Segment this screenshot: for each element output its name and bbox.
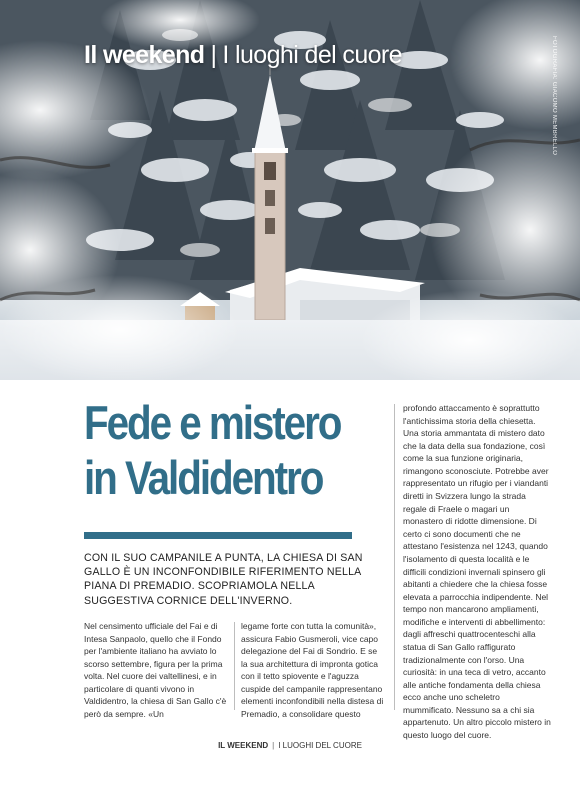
photo-credit: FOTOGRAFIA: GIACOMO MEMBRELLO	[551, 36, 557, 156]
header-separator: |	[210, 41, 217, 69]
title-line-1: Fede e mistero	[84, 396, 341, 449]
section-header	[84, 41, 402, 70]
footer-subsection: I LUOGHI DEL CUORE	[278, 741, 362, 750]
article-deck: CON IL SUO CAMPANILE A PUNTA, LA CHIESA DI SAN GALLO È UN INCONFONDIBILE RIFERIMENTO NELLA PIANA DI PREMADIO. SCOPRIAMOLA NELLA SUGGESTIVA CORNICE DELL'INVERNO.	[84, 552, 363, 607]
page-footer	[0, 741, 580, 750]
column-divider-1	[234, 622, 235, 710]
footer-separator: |	[272, 741, 275, 750]
column-divider-2	[394, 404, 395, 710]
section-name: Il weekend	[84, 41, 205, 69]
body-column-1: Nel censimento ufficiale del Fai e di Intesa Sanpaolo, quello che il Fondo per l'ambiente italiano ha avviato lo scorso settembre, figura per la prima volta. Nel cuore dei valtellinesi, e in particolare di quanti vivono in Valdidentro, la chiesa di San Gallo c'è però da sempre. «Un	[84, 621, 227, 720]
body-column-2: legame forte con tutta la comunità», assicura Fabio Gusmeroli, vice capo delegazione del Fai di Sondrio. E se la sua architettura di impronta gotica con il tetto spiovente e l'aguzza cuspide del campanile rappresentano elementi inconfondibili nella distesa di Premadio, a consolidare questo	[241, 621, 384, 720]
footer-section: IL WEEKEND	[218, 741, 269, 750]
title-line-2: in Valdidentro	[84, 450, 323, 504]
title-rule	[84, 532, 352, 539]
subsection-name: I luoghi del cuore	[222, 41, 402, 69]
body-column-3: profondo attaccamento è soprattutto l'antichissima storia della chiesetta. Una storia ammantata di mistero dato che la data della sua fondazione, così come la sua funzione originaria, rimangono sconosciute. Potrebbe aver rappresentato un rifugio per i viandanti diretti in Svizzera lungo la strada regale di Fraele o magari un monastero di ridotte dimensione. Di certo ci sono documenti che ne attestano l'esistenza nel 1243, quando l'isolamento di questa località e le difficili condizioni invernali spinsero gli abitanti a chiedere che la chiesa fosse elevata a parrocchia indipendente. Nel tempo non mancarono ampliamenti, modifiche e interventi di abbellimento: dagli affreschi quattrocenteschi alla statua di San Gallo raffigurato tradizionalmente con l'orso. Una curiosità: in una teca di vetro, accanto alle antiche fondamenta della chiesa ecco anche uno scheletro mummificato. Nessuno sa a chi sia appartenuto. Un altro piccolo mistero in questo luogo del cuore.	[403, 403, 551, 741]
article-title	[84, 396, 342, 505]
